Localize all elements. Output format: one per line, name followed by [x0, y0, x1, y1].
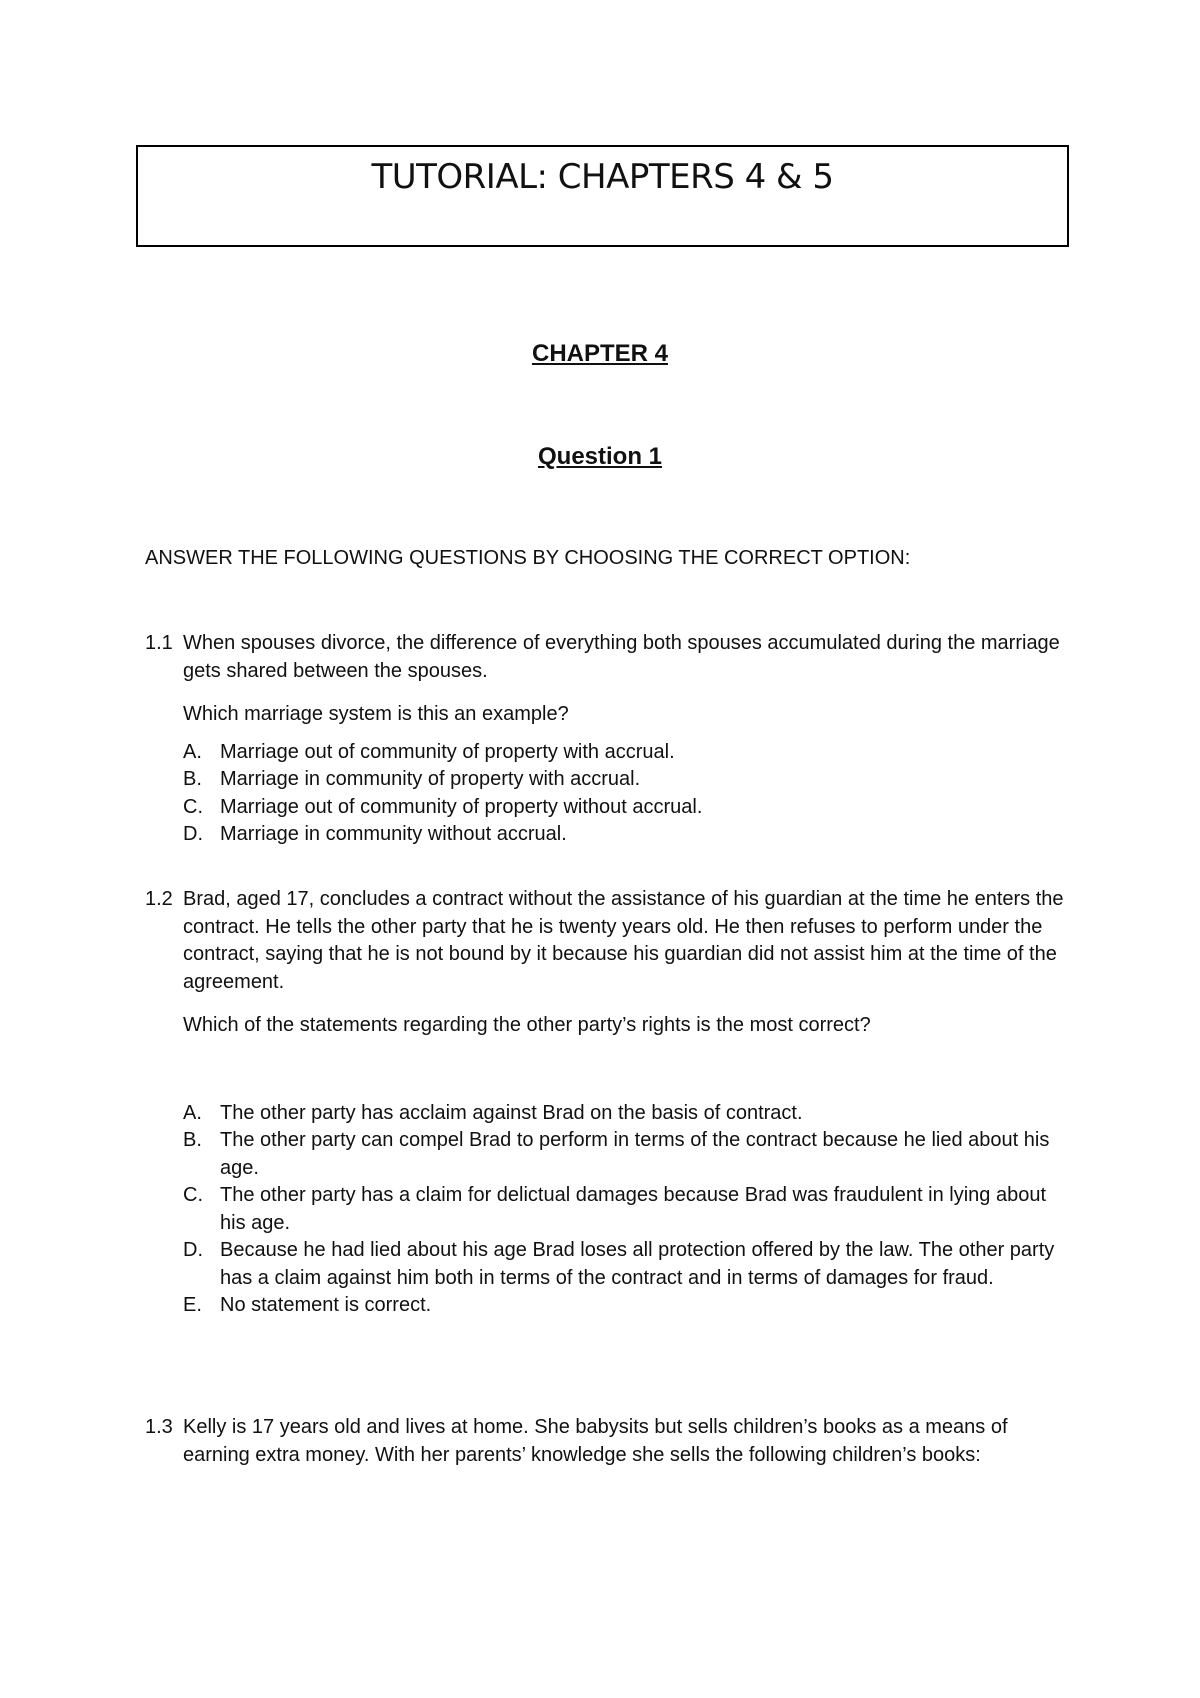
option-text: Marriage out of community of property without accrual. [220, 795, 703, 818]
option-letter: D. [183, 823, 203, 845]
option-text: The other party has acclaim against Brad on the basis of contract. [220, 1101, 803, 1124]
option-letter: B. [183, 1129, 202, 1151]
document-title: TUTORIAL: CHAPTERS 4 & 5 [371, 157, 834, 197]
option-letter: D. [183, 1239, 203, 1261]
option-e [183, 1292, 1075, 1320]
option-letter: A. [183, 1101, 202, 1124]
option-b [183, 766, 1075, 794]
option-text: Because he had lied about his age Brad loses all protection offered by the law. The other party has a claim against him both in terms of the contract and in terms of damages for fraud. [220, 1239, 1055, 1289]
option-text: Marriage in community without accrual. [220, 823, 567, 845]
question-heading: Question 1 [537, 443, 663, 470]
option-c [183, 794, 1075, 822]
question-number: 1.2 [145, 888, 173, 910]
question-text: Brad, aged 17, concludes a contract without the assistance of his guardian at the time he enters the contract. He tells the other party that he is twenty years old. He then refuses to perform under the contract, saying that he is not bound by it because his guardian did not assist him at the time of the agreement. [183, 888, 1064, 993]
option-letter: B. [183, 768, 202, 790]
option-letter: C. [183, 1184, 203, 1206]
question-text: When spouses divorce, the difference of everything both spouses accumulated during the marriage gets shared between the spouses. [183, 632, 1060, 682]
title-box [136, 145, 1069, 247]
option-text: The other party has a claim for delictual damages because Brad was fraudulent in lying about his age. [220, 1184, 1047, 1234]
question-prompt: Which marriage system is this an example? [183, 703, 569, 725]
chapter-heading: CHAPTER 4 [531, 340, 669, 367]
question-1-2 [145, 886, 1075, 1340]
option-list [183, 739, 1075, 849]
question-number: 1.1 [145, 632, 173, 654]
option-letter: A. [183, 740, 202, 763]
instruction-text: ANSWER THE FOLLOWING QUESTIONS BY CHOOSING THE CORRECT OPTION: [145, 547, 911, 569]
option-c [183, 1182, 1075, 1237]
option-text: Marriage out of community of property with accrual. [220, 740, 675, 763]
option-list [183, 1100, 1075, 1320]
option-a [183, 739, 1075, 767]
option-text: The other party can compel Brad to perform in terms of the contract because he lied about his age. [220, 1129, 1050, 1179]
option-text: No statement is correct. [220, 1294, 432, 1316]
option-letter: C. [183, 795, 203, 818]
question-1-3 [145, 1414, 1075, 1469]
option-b [183, 1127, 1075, 1182]
option-letter: E. [183, 1294, 202, 1316]
question-text: Kelly is 17 years old and lives at home. She babysits but sells children’s books as a means of earning extra money. With her parents’ knowledge she sells the following children’s books: [183, 1416, 1008, 1466]
option-d [183, 1237, 1075, 1292]
option-d [183, 821, 1075, 849]
question-prompt: Which of the statements regarding the other party’s rights is the most correct? [183, 1014, 871, 1036]
option-a [183, 1100, 1075, 1128]
question-1-1 [145, 630, 1075, 869]
question-number: 1.3 [145, 1416, 173, 1438]
option-text: Marriage in community of property with accrual. [220, 768, 641, 790]
